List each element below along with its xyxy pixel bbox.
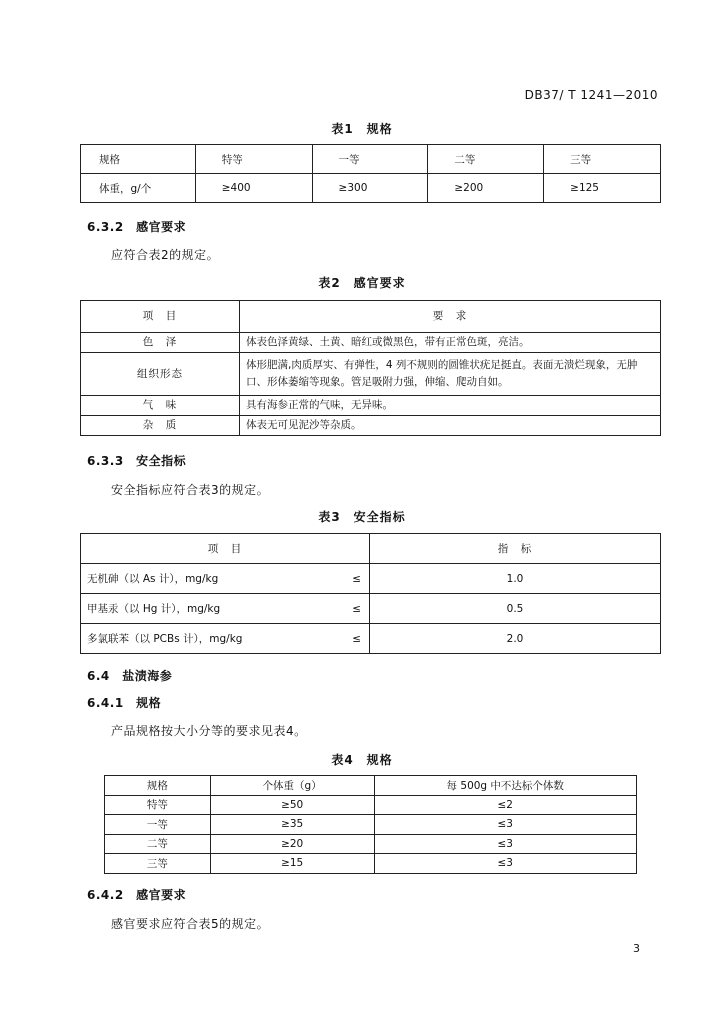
text-line: 口、形体萎缩等现象。管足吸附力强，伸缩、爬动自如。 (246, 376, 509, 388)
table-header-cell: 要 求 (240, 301, 661, 333)
table-row (81, 564, 661, 594)
table-cell: ≤2 (374, 795, 637, 815)
table-header-cell: 指 标 (370, 534, 661, 564)
table3 (80, 533, 661, 654)
table-cell: ≤ (300, 594, 370, 624)
table-cell: ≤3 (374, 854, 637, 874)
table-cell: ≥200 (428, 174, 544, 203)
table-cell: 具有海参正常的气味，无异味。 (240, 396, 661, 416)
table-row (105, 776, 637, 796)
table2 (80, 300, 661, 436)
table-cell: ≤3 (374, 815, 637, 835)
table-row (105, 834, 637, 854)
section-text-6-4-2: 感官要求应符合表5的规定。 (111, 917, 270, 931)
table-row (105, 795, 637, 815)
table4 (104, 775, 637, 874)
section-heading-6-3-2: 6.3.2 感官要求 (87, 220, 187, 234)
table-cell: 气 味 (81, 396, 240, 416)
table-cell: 杂 质 (81, 416, 240, 436)
table-cell: 二等 (105, 834, 211, 854)
table-cell: 每 500g 中不达标个体数 (374, 776, 637, 796)
table-cell: 体表色泽黄绿、土黄、暗红或微黑色，带有正常色斑，亮洁。 (240, 333, 661, 353)
section-heading-6-4: 6.4 盐渍海参 (87, 669, 173, 683)
table-cell: 无机砷（以 As 计），mg/kg (81, 564, 300, 594)
table-row (81, 145, 661, 174)
table-row (81, 624, 661, 654)
table-cell: 三等 (544, 145, 661, 174)
table1 (80, 144, 661, 203)
table-cell: 体表无可见泥沙等杂质。 (240, 416, 661, 436)
section-text-6-3-2: 应符合表2的规定。 (111, 248, 220, 262)
table-cell: 2.0 (370, 624, 661, 654)
table-cell: ≥15 (210, 854, 374, 874)
table-cell: ≥50 (210, 795, 374, 815)
table-header-row (81, 301, 661, 333)
table-cell: ≥20 (210, 834, 374, 854)
section-heading-6-4-1: 6.4.1 规格 (87, 696, 162, 710)
table-cell: 二等 (428, 145, 544, 174)
table-cell: 1.0 (370, 564, 661, 594)
table-cell: ≥35 (210, 815, 374, 835)
page-number: 3 (633, 942, 640, 955)
table-row (105, 854, 637, 874)
table-cell: 多氯联苯（以 PCBs 计），mg/kg (81, 624, 300, 654)
table-cell: ≥300 (312, 174, 428, 203)
section-heading-6-4-2: 6.4.2 感官要求 (87, 888, 187, 902)
table-cell: ≤ (300, 564, 370, 594)
table-row (81, 416, 661, 436)
table-header-row (81, 534, 661, 564)
standard-number: DB37/ T 1241—2010 (524, 88, 658, 102)
table-cell: ≤3 (374, 834, 637, 854)
table-cell: 组织形态 (81, 353, 240, 396)
table-row (81, 396, 661, 416)
table-header-cell: 项 目 (81, 534, 370, 564)
table-row (81, 353, 661, 396)
table-row (105, 815, 637, 835)
table-cell (240, 353, 661, 396)
table2-caption: 表2 感官要求 (318, 276, 406, 290)
table-row (81, 594, 661, 624)
table-header-cell: 项 目 (81, 301, 240, 333)
table-cell: ≤ (300, 624, 370, 654)
table-cell: ≥125 (544, 174, 661, 203)
table-cell: 三等 (105, 854, 211, 874)
section-text-6-4-1: 产品规格按大小分等的要求见表4。 (111, 724, 307, 738)
table-cell: 规格 (105, 776, 211, 796)
table-cell: 0.5 (370, 594, 661, 624)
table-row (81, 174, 661, 203)
table-cell: 特等 (195, 145, 312, 174)
table1-caption: 表1 规格 (331, 122, 393, 136)
table-cell: 色 泽 (81, 333, 240, 353)
section-text-6-3-3: 安全指标应符合表3的规定。 (111, 483, 270, 497)
text-line: 体形肥满,肉质厚实、有弹性，4 列不规则的圆锥状疣足挺直。表面无溃烂现象，无肿 (246, 359, 638, 371)
section-heading-6-3-3: 6.3.3 安全指标 (87, 454, 187, 468)
table-cell: 甲基汞（以 Hg 计），mg/kg (81, 594, 300, 624)
table-cell: 特等 (105, 795, 211, 815)
table-cell: 个体重（g） (210, 776, 374, 796)
table-row (81, 333, 661, 353)
table4-caption: 表4 规格 (331, 753, 393, 767)
table-cell: 体重，g/个 (81, 174, 196, 203)
table-cell: 规格 (81, 145, 196, 174)
table-cell: 一等 (312, 145, 428, 174)
table-cell: ≥400 (195, 174, 312, 203)
table-cell: 一等 (105, 815, 211, 835)
table3-caption: 表3 安全指标 (318, 510, 406, 524)
